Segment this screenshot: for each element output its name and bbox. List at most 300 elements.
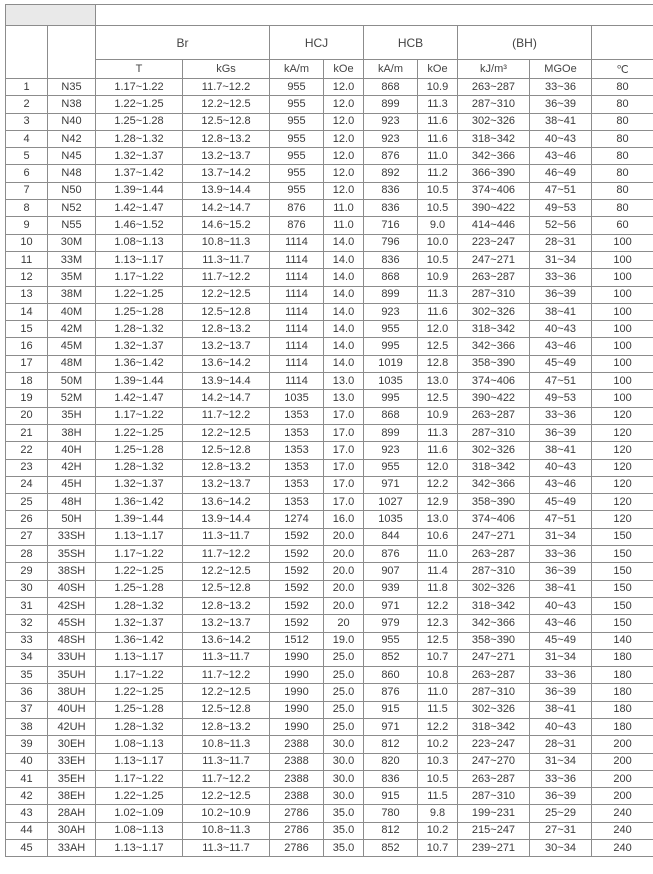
grade-cell: 35H [48, 407, 96, 424]
max-temp-cell: 120 [592, 494, 653, 511]
grade-cell: 38M [48, 286, 96, 303]
hcb-kam-cell: 995 [364, 390, 418, 407]
max-temp-cell: 100 [592, 286, 653, 303]
hcj-kam-cell: 1353 [270, 494, 324, 511]
hcj-koe-cell: 20.0 [324, 597, 364, 614]
bh-kjm3-cell: 223~247 [458, 234, 530, 251]
max-temp-cell: 80 [592, 148, 653, 165]
unit-header: kOe [324, 60, 364, 79]
hcb-koe-cell: 10.7 [418, 649, 458, 666]
hcb-kam-cell: 852 [364, 840, 418, 857]
max-temp-cell: 80 [592, 130, 653, 147]
br-kgs-cell: 11.3~11.7 [183, 251, 270, 268]
row-number-cell: 11 [6, 251, 48, 268]
bh-mgoe-cell: 36~39 [530, 684, 592, 701]
hcb-koe-cell: 10.5 [418, 200, 458, 217]
table-row [6, 840, 653, 857]
hcb-kam-cell: 899 [364, 286, 418, 303]
hcb-kam-cell: 899 [364, 96, 418, 113]
max-temp-cell: 120 [592, 442, 653, 459]
br-kgs-cell: 11.7~12.2 [183, 546, 270, 563]
grade-cell: 45SH [48, 615, 96, 632]
bh-mgoe-cell: 33~36 [530, 770, 592, 787]
row-number-cell: 17 [6, 355, 48, 372]
grade-cell: 35UH [48, 667, 96, 684]
hcb-koe-cell: 11.8 [418, 580, 458, 597]
table-row [6, 321, 653, 338]
hcj-kam-cell: 1990 [270, 649, 324, 666]
hcj-koe-cell: 12.0 [324, 113, 364, 130]
row-number-cell: 14 [6, 303, 48, 320]
br-kgs-cell: 10.8~11.3 [183, 234, 270, 251]
br-kgs-cell: 11.3~11.7 [183, 649, 270, 666]
hcb-kam-cell: 915 [364, 701, 418, 718]
hcb-kam-cell: 995 [364, 338, 418, 355]
row-number-cell: 37 [6, 701, 48, 718]
br-kgs-cell: 13.9~14.4 [183, 373, 270, 390]
bh-kjm3-cell: 318~342 [458, 130, 530, 147]
hcj-koe-cell: 30.0 [324, 753, 364, 770]
max-temp-cell: 100 [592, 355, 653, 372]
br-kgs-cell: 12.8~13.2 [183, 321, 270, 338]
br-tesla-cell: 1.08~1.13 [96, 736, 183, 753]
hcj-kam-cell: 955 [270, 148, 324, 165]
hcb-koe-cell: 12.5 [418, 390, 458, 407]
hcb-kam-cell: 836 [364, 251, 418, 268]
hcb-kam-cell: 955 [364, 459, 418, 476]
hcb-koe-cell: 10.2 [418, 822, 458, 839]
hcj-kam-cell: 1114 [270, 234, 324, 251]
grade-cell: 30EH [48, 736, 96, 753]
grade-cell: 33UH [48, 649, 96, 666]
bh-mgoe-cell: 45~49 [530, 494, 592, 511]
hcj-koe-cell: 30.0 [324, 736, 364, 753]
row-number-cell: 19 [6, 390, 48, 407]
grade-cell: 48H [48, 494, 96, 511]
max-temp-cell: 200 [592, 736, 653, 753]
bh-kjm3-cell: 215~247 [458, 822, 530, 839]
bh-mgoe-cell: 33~36 [530, 407, 592, 424]
hcj-kam-cell: 955 [270, 165, 324, 182]
br-kgs-cell: 12.8~13.2 [183, 718, 270, 735]
br-tesla-cell: 1.25~1.28 [96, 442, 183, 459]
grade-cell: 38H [48, 424, 96, 441]
br-kgs-cell: 11.3~11.7 [183, 840, 270, 857]
hcj-koe-cell: 14.0 [324, 303, 364, 320]
br-kgs-cell: 14.6~15.2 [183, 217, 270, 234]
bh-mgoe-cell: 38~41 [530, 580, 592, 597]
unit-header: MGOe [530, 60, 592, 79]
hcb-kam-cell: 812 [364, 822, 418, 839]
max-temp-cell: 100 [592, 390, 653, 407]
br-tesla-cell: 1.25~1.28 [96, 303, 183, 320]
hcj-kam-cell: 1114 [270, 373, 324, 390]
hcj-koe-cell: 30.0 [324, 788, 364, 805]
bh-kjm3-cell: 287~310 [458, 563, 530, 580]
row-number-cell: 5 [6, 148, 48, 165]
br-tesla-cell: 1.22~1.25 [96, 286, 183, 303]
table-row [6, 563, 653, 580]
hcb-koe-cell: 10.9 [418, 407, 458, 424]
row-number-cell: 31 [6, 597, 48, 614]
hcb-kam-cell: 955 [364, 321, 418, 338]
bh-kjm3-cell: 318~342 [458, 321, 530, 338]
bh-mgoe-cell: 33~36 [530, 546, 592, 563]
bh-kjm3-cell: 302~326 [458, 580, 530, 597]
br-kgs-cell: 12.2~12.5 [183, 286, 270, 303]
hcb-kam-cell: 923 [364, 130, 418, 147]
hcb-koe-cell: 10.3 [418, 753, 458, 770]
bh-kjm3-cell: 239~271 [458, 840, 530, 857]
bh-kjm3-cell: 287~310 [458, 424, 530, 441]
hcb-koe-cell: 12.5 [418, 338, 458, 355]
hcj-koe-cell: 20.0 [324, 563, 364, 580]
number-column-header [6, 26, 48, 79]
br-kgs-cell: 13.2~13.7 [183, 338, 270, 355]
br-kgs-cell: 12.8~13.2 [183, 459, 270, 476]
max-temp-cell: 80 [592, 165, 653, 182]
br-tesla-cell: 1.13~1.17 [96, 840, 183, 857]
bh-mgoe-cell: 30~34 [530, 840, 592, 857]
hcb-koe-cell: 11.0 [418, 148, 458, 165]
table-row [6, 269, 653, 286]
grade-cell: 42H [48, 459, 96, 476]
max-temp-cell: 80 [592, 113, 653, 130]
hcj-kam-cell: 2786 [270, 822, 324, 839]
hcb-koe-cell: 10.5 [418, 251, 458, 268]
unit-header: kA/m [270, 60, 324, 79]
bh-kjm3-cell: 318~342 [458, 597, 530, 614]
hcb-koe-cell: 12.0 [418, 459, 458, 476]
hcb-koe-cell: 10.2 [418, 736, 458, 753]
br-tesla-cell: 1.42~1.47 [96, 200, 183, 217]
br-tesla-cell: 1.22~1.25 [96, 684, 183, 701]
hcb-koe-cell: 10.5 [418, 770, 458, 787]
hcj-kam-cell: 876 [270, 200, 324, 217]
hcj-kam-cell: 1592 [270, 546, 324, 563]
grade-cell: 42M [48, 321, 96, 338]
header-top-blank-cell [96, 5, 653, 26]
hcb-kam-cell: 868 [364, 407, 418, 424]
max-temp-cell: 150 [592, 615, 653, 632]
br-tesla-cell: 1.36~1.42 [96, 494, 183, 511]
hcj-koe-cell: 25.0 [324, 718, 364, 735]
max-temp-cell: 200 [592, 753, 653, 770]
br-kgs-cell: 12.2~12.5 [183, 788, 270, 805]
hcj-kam-cell: 2388 [270, 753, 324, 770]
br-tesla-cell: 1.08~1.13 [96, 822, 183, 839]
max-temp-cell: 200 [592, 788, 653, 805]
hcb-koe-cell: 13.0 [418, 373, 458, 390]
hcj-koe-cell: 35.0 [324, 822, 364, 839]
bh-mgoe-cell: 46~49 [530, 165, 592, 182]
hcb-kam-cell: 836 [364, 182, 418, 199]
hcb-kam-cell: 915 [364, 788, 418, 805]
hcj-koe-cell: 14.0 [324, 251, 364, 268]
grade-cell: 42SH [48, 597, 96, 614]
br-tesla-cell: 1.28~1.32 [96, 321, 183, 338]
hcb-kam-cell: 955 [364, 632, 418, 649]
hcj-koe-cell: 12.0 [324, 130, 364, 147]
br-kgs-cell: 13.6~14.2 [183, 355, 270, 372]
hcj-kam-cell: 1592 [270, 563, 324, 580]
grade-cell: 38UH [48, 684, 96, 701]
br-kgs-cell: 11.3~11.7 [183, 753, 270, 770]
max-temp-cell: 150 [592, 563, 653, 580]
row-number-cell: 22 [6, 442, 48, 459]
table-row [6, 217, 653, 234]
table-row [6, 580, 653, 597]
br-kgs-cell: 14.2~14.7 [183, 200, 270, 217]
max-temp-cell: 120 [592, 424, 653, 441]
bh-mgoe-cell: 47~51 [530, 182, 592, 199]
table-row [6, 822, 653, 839]
table-row [6, 148, 653, 165]
br-tesla-cell: 1.22~1.25 [96, 424, 183, 441]
table-row [6, 684, 653, 701]
hcj-koe-cell: 20.0 [324, 546, 364, 563]
hcj-koe-cell: 35.0 [324, 840, 364, 857]
bh-mgoe-cell: 25~29 [530, 805, 592, 822]
hcj-kam-cell: 1990 [270, 684, 324, 701]
br-kgs-cell: 12.8~13.2 [183, 597, 270, 614]
grade-column-header [48, 26, 96, 79]
grade-cell: 40H [48, 442, 96, 459]
unit-header: ℃ [592, 60, 653, 79]
hcj-koe-cell: 30.0 [324, 770, 364, 787]
grade-cell: N48 [48, 165, 96, 182]
row-number-cell: 21 [6, 424, 48, 441]
grade-cell: 42UH [48, 718, 96, 735]
hcj-koe-cell: 20.0 [324, 528, 364, 545]
hcb-kam-cell: 844 [364, 528, 418, 545]
br-kgs-cell: 13.6~14.2 [183, 632, 270, 649]
br-tesla-cell: 1.28~1.32 [96, 459, 183, 476]
hcb-koe-cell: 11.3 [418, 96, 458, 113]
br-tesla-cell: 1.02~1.09 [96, 805, 183, 822]
hcj-header: HCJ [270, 26, 364, 60]
bh-kjm3-cell: 302~326 [458, 303, 530, 320]
hcj-koe-cell: 25.0 [324, 667, 364, 684]
br-kgs-cell: 11.7~12.2 [183, 407, 270, 424]
br-kgs-cell: 11.7~12.2 [183, 79, 270, 96]
br-kgs-cell: 14.2~14.7 [183, 390, 270, 407]
max-temp-cell: 60 [592, 217, 653, 234]
bh-kjm3-cell: 374~406 [458, 373, 530, 390]
hcb-kam-cell: 971 [364, 597, 418, 614]
table-row [6, 390, 653, 407]
row-number-cell: 25 [6, 494, 48, 511]
hcj-koe-cell: 14.0 [324, 269, 364, 286]
bh-kjm3-cell: 199~231 [458, 805, 530, 822]
row-number-cell: 10 [6, 234, 48, 251]
hcb-koe-cell: 10.6 [418, 528, 458, 545]
br-tesla-cell: 1.22~1.25 [96, 96, 183, 113]
max-temp-cell: 80 [592, 96, 653, 113]
bh-mgoe-cell: 38~41 [530, 113, 592, 130]
table-row [6, 234, 653, 251]
table-row [6, 130, 653, 147]
hcb-koe-cell: 11.0 [418, 546, 458, 563]
hcj-koe-cell: 20.0 [324, 580, 364, 597]
hcb-kam-cell: 907 [364, 563, 418, 580]
bh-kjm3-cell: 247~271 [458, 649, 530, 666]
bh-kjm3-cell: 366~390 [458, 165, 530, 182]
row-number-cell: 15 [6, 321, 48, 338]
br-kgs-cell: 10.2~10.9 [183, 805, 270, 822]
bh-kjm3-cell: 342~366 [458, 338, 530, 355]
br-kgs-cell: 13.2~13.7 [183, 148, 270, 165]
br-tesla-cell: 1.37~1.42 [96, 165, 183, 182]
magnet-grade-table [5, 4, 653, 857]
table-row [6, 476, 653, 493]
row-number-cell: 16 [6, 338, 48, 355]
row-number-cell: 32 [6, 615, 48, 632]
hcj-kam-cell: 2786 [270, 805, 324, 822]
hcj-kam-cell: 1353 [270, 476, 324, 493]
bh-mgoe-cell: 40~43 [530, 459, 592, 476]
max-temp-cell: 180 [592, 667, 653, 684]
br-tesla-cell: 1.17~1.22 [96, 546, 183, 563]
table-row [6, 701, 653, 718]
row-number-cell: 36 [6, 684, 48, 701]
unit-header: kJ/m³ [458, 60, 530, 79]
grade-cell: 48M [48, 355, 96, 372]
hcj-koe-cell: 17.0 [324, 494, 364, 511]
bh-kjm3-cell: 390~422 [458, 390, 530, 407]
grade-cell: 33AH [48, 840, 96, 857]
hcb-kam-cell: 780 [364, 805, 418, 822]
hcj-koe-cell: 14.0 [324, 338, 364, 355]
hcb-kam-cell: 971 [364, 718, 418, 735]
hcj-kam-cell: 1353 [270, 442, 324, 459]
bh-mgoe-cell: 33~36 [530, 667, 592, 684]
bh-kjm3-cell: 302~326 [458, 701, 530, 718]
hcj-koe-cell: 17.0 [324, 442, 364, 459]
hcj-koe-cell: 13.0 [324, 373, 364, 390]
hcj-kam-cell: 1114 [270, 321, 324, 338]
hcj-kam-cell: 955 [270, 79, 324, 96]
table-row [6, 511, 653, 528]
hcb-koe-cell: 12.2 [418, 597, 458, 614]
hcb-kam-cell: 836 [364, 770, 418, 787]
hcb-kam-cell: 1035 [364, 511, 418, 528]
hcj-koe-cell: 20 [324, 615, 364, 632]
br-kgs-cell: 13.9~14.4 [183, 182, 270, 199]
hcj-koe-cell: 17.0 [324, 407, 364, 424]
hcb-koe-cell: 11.6 [418, 130, 458, 147]
hcj-kam-cell: 1035 [270, 390, 324, 407]
row-number-cell: 33 [6, 632, 48, 649]
max-temp-cell: 80 [592, 200, 653, 217]
br-tesla-cell: 1.39~1.44 [96, 182, 183, 199]
row-number-cell: 9 [6, 217, 48, 234]
max-temp-cell: 240 [592, 840, 653, 857]
hcb-kam-cell: 796 [364, 234, 418, 251]
bh-kjm3-cell: 247~271 [458, 528, 530, 545]
max-temp-cell: 100 [592, 251, 653, 268]
row-number-cell: 28 [6, 546, 48, 563]
hcb-koe-cell: 11.6 [418, 442, 458, 459]
hcb-kam-cell: 812 [364, 736, 418, 753]
table-row [6, 182, 653, 199]
table-row [6, 338, 653, 355]
table-row [6, 373, 653, 390]
hcj-kam-cell: 2388 [270, 788, 324, 805]
grade-cell: 35M [48, 269, 96, 286]
table-row [6, 165, 653, 182]
br-tesla-cell: 1.32~1.37 [96, 615, 183, 632]
hcb-koe-cell: 12.8 [418, 355, 458, 372]
hcj-kam-cell: 1353 [270, 459, 324, 476]
hcj-koe-cell: 12.0 [324, 148, 364, 165]
bh-kjm3-cell: 358~390 [458, 355, 530, 372]
bh-mgoe-cell: 47~51 [530, 511, 592, 528]
br-tesla-cell: 1.17~1.22 [96, 667, 183, 684]
br-kgs-cell: 10.8~11.3 [183, 736, 270, 753]
br-kgs-cell: 12.5~12.8 [183, 303, 270, 320]
table-row [6, 79, 653, 96]
grade-cell: N50 [48, 182, 96, 199]
bh-mgoe-cell: 40~43 [530, 597, 592, 614]
table-row [6, 528, 653, 545]
br-tesla-cell: 1.28~1.32 [96, 130, 183, 147]
hcj-koe-cell: 19.0 [324, 632, 364, 649]
br-tesla-cell: 1.32~1.37 [96, 148, 183, 165]
br-tesla-cell: 1.13~1.17 [96, 753, 183, 770]
bh-kjm3-cell: 287~310 [458, 96, 530, 113]
hcb-koe-cell: 10.5 [418, 182, 458, 199]
br-tesla-cell: 1.13~1.17 [96, 649, 183, 666]
max-temp-cell: 120 [592, 476, 653, 493]
row-number-cell: 42 [6, 788, 48, 805]
row-number-cell: 26 [6, 511, 48, 528]
bh-mgoe-cell: 36~39 [530, 424, 592, 441]
hcj-kam-cell: 1274 [270, 511, 324, 528]
unit-header: T [96, 60, 183, 79]
bh-mgoe-cell: 43~46 [530, 476, 592, 493]
grade-cell: 50M [48, 373, 96, 390]
hcb-koe-cell: 12.3 [418, 615, 458, 632]
table-row [6, 597, 653, 614]
table-row [6, 355, 653, 372]
hcb-koe-cell: 12.0 [418, 321, 458, 338]
hcb-koe-cell: 12.2 [418, 718, 458, 735]
bh-mgoe-cell: 31~34 [530, 753, 592, 770]
table-body [6, 79, 653, 857]
br-tesla-cell: 1.25~1.28 [96, 701, 183, 718]
bh-mgoe-cell: 40~43 [530, 321, 592, 338]
hcb-kam-cell: 899 [364, 424, 418, 441]
hcb-kam-cell: 892 [364, 165, 418, 182]
hcb-kam-cell: 1035 [364, 373, 418, 390]
hcj-koe-cell: 17.0 [324, 424, 364, 441]
bh-header: (BH) [458, 26, 592, 60]
hcj-kam-cell: 955 [270, 182, 324, 199]
max-temp-cell: 100 [592, 234, 653, 251]
bh-mgoe-cell: 38~41 [530, 701, 592, 718]
grade-cell: 30M [48, 234, 96, 251]
bh-mgoe-cell: 45~49 [530, 632, 592, 649]
br-tesla-cell: 1.17~1.22 [96, 79, 183, 96]
hcb-kam-cell: 979 [364, 615, 418, 632]
grade-cell: 45H [48, 476, 96, 493]
max-temp-cell: 120 [592, 407, 653, 424]
hcj-kam-cell: 1114 [270, 251, 324, 268]
grade-cell: 45M [48, 338, 96, 355]
row-number-cell: 44 [6, 822, 48, 839]
hcj-koe-cell: 12.0 [324, 96, 364, 113]
